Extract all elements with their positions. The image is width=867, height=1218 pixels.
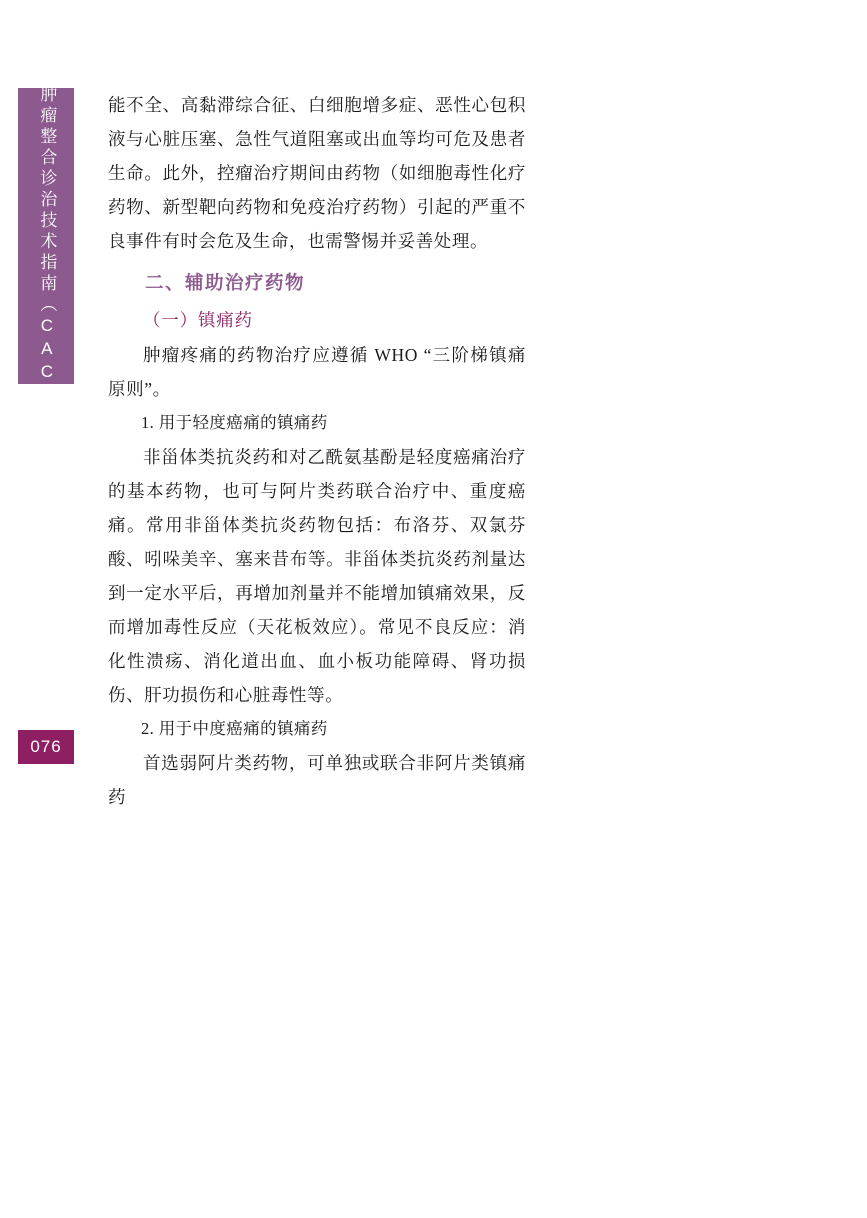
paragraph-continued: 能不全、高黏滞综合征、白细胞增多症、恶性心包积液与心脏压塞、急性气道阻塞或出血等均可危及患者生命。此外，控瘤治疗期间由药物（如细胞毒性化疗药物、新型靶向药物和免疫治疗药物）引起的严重不良事件有时会危及生命，也需警惕并妥善处理。 xyxy=(108,95,526,251)
page-number-badge xyxy=(18,730,74,764)
item-2-heading: 2. 用于中度癌痛的镇痛药 xyxy=(141,719,328,738)
page-number-text: 076 xyxy=(30,737,62,756)
section-heading: 二、辅助治疗药物 xyxy=(145,272,306,293)
subsection-heading: （一）镇痛药 xyxy=(143,310,253,330)
text-column xyxy=(108,88,526,814)
item-1-body: 非甾体类抗炎药和对乙酰氨基酚是轻度癌痛治疗的基本药物，也可与阿片类药联合治疗中、重度癌痛。常用非甾体类抗炎药物包括：布洛芬、双氯芬酸、吲哚美辛、塞来昔布等。非甾体类抗炎药剂量达到一定水平后，再增加剂量并不能增加镇痛效果，反而增加毒性反应（天花板效应）。常见不良反应：消化性溃疡、消化道出血、血小板功能障碍、肾功损伤、肝功损伤和心脏毒性等。 xyxy=(108,447,526,705)
item-1-heading: 1. 用于轻度癌痛的镇痛药 xyxy=(141,413,328,432)
running-title-tab xyxy=(18,43,74,429)
paragraph-who-principle: 肿瘤疼痛的药物治疗应遵循 WHO “三阶梯镇痛原则”。 xyxy=(108,345,526,399)
item-2-body: 首选弱阿片类药物，可单独或联合非阿片类镇痛药 xyxy=(108,753,526,807)
running-title-text: 中国肿瘤整合诊治技术指南（CACA） xyxy=(37,43,57,429)
